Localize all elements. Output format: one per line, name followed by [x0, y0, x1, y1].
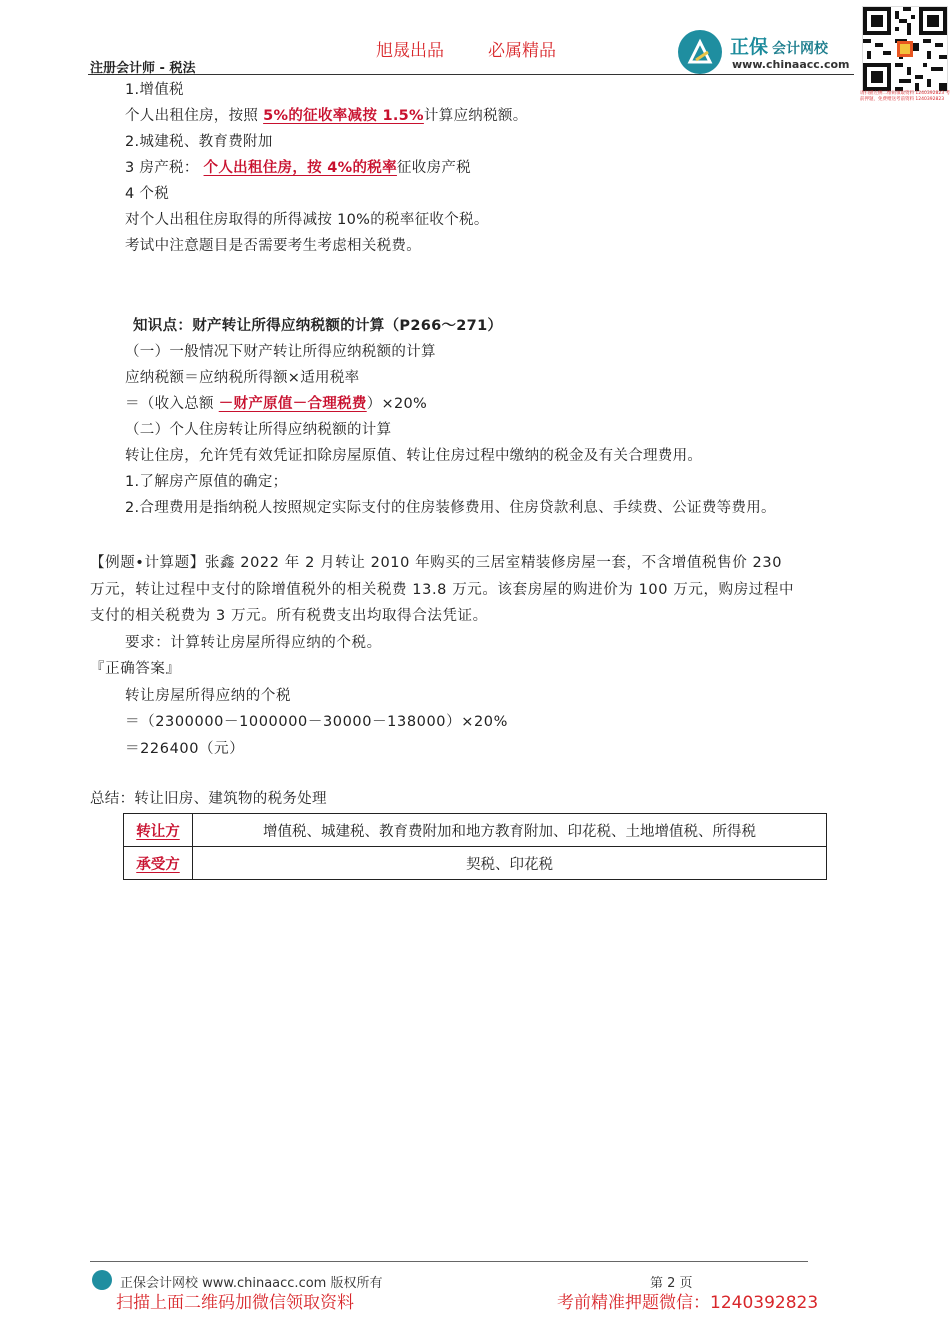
line-urban-tax: 2.城建税、教育费附加 [125, 134, 273, 150]
reasonable-cost-note: 2.合理费用是指纳税人按照规定实际支付的住房装修费用、住房贷款利息、手续费、公证费等费用。 [125, 500, 776, 516]
logo-name: 正保 [730, 36, 769, 58]
answer-line-2: ＝（2300000－1000000－30000－138000）×20% [125, 714, 509, 730]
example-question [90, 550, 794, 762]
knowledge-point-title: 知识点：财产转让所得应纳税额的计算（P266～271） [133, 318, 503, 334]
role-transferee: 承受方 [124, 847, 193, 880]
vat-rate-pre: 个人出租住房，按照 [125, 108, 264, 124]
formula-line: 应纳税额＝应纳税所得额×适用税率 [125, 370, 360, 386]
summary-table [123, 813, 827, 880]
vat-rate-post: 计算应纳税额。 [423, 108, 528, 124]
section-rental-taxes [125, 77, 528, 259]
line-exam-note: 考试中注意题目是否需要考生考虑相关税费。 [125, 238, 421, 254]
section-property-transfer [125, 339, 776, 521]
line-vat-rate [125, 103, 528, 129]
line-property-tax [125, 155, 528, 181]
property-tax-post: 征收房产税 [396, 160, 471, 176]
role-transferor: 转让方 [124, 814, 193, 847]
header-slogan [376, 36, 556, 61]
housing-calc-heading: （二）个人住房转让所得应纳税额的计算 [125, 422, 392, 438]
logo-sub: 会计网校 [772, 41, 829, 57]
housing-rule: 转让住房，允许凭有效凭证扣除房屋原值、转让住房过程中缴纳的税金及有关合理费用。 [125, 448, 703, 464]
logo-url: www.chinaacc.com [732, 58, 850, 71]
table-row [124, 847, 827, 880]
answer-label: 『正确答案』 [90, 661, 181, 677]
answer-line-3: ＝226400（元） [125, 740, 245, 757]
original-value-note: 1.了解房产原值的确定； [125, 474, 288, 490]
line-iit: 4 个税 [125, 186, 170, 202]
footer-logo-icon [92, 1270, 112, 1290]
chinaacc-logo [678, 30, 858, 74]
promo-wechat: 考前精准押题微信：1240392823 [557, 1293, 819, 1313]
example-line-3: 支付的相关税费为 3 万元。所有税费支出均取得合法凭证。 [90, 608, 488, 624]
table-row [124, 814, 827, 847]
logo-badge-icon [678, 30, 722, 74]
answer-line-1: 转让房屋所得应纳的个税 [125, 687, 292, 704]
formula-detail [125, 391, 776, 417]
formula-pre: ＝（收入总额 [125, 396, 219, 412]
transferee-taxes: 契税、印花税 [193, 847, 827, 880]
qr-caption: 请扫描左侧二维码领取资料 1240392823 考前押题，免费赠送考前资料 1240392823 [860, 91, 950, 102]
slogan-right: 必属精品 [488, 41, 556, 61]
transferor-taxes: 增值税、城建税、教育费附加和地方教育附加、印花税、土地增值税、所得税 [193, 814, 827, 847]
line-vat: 1.增值税 [125, 82, 184, 98]
property-tax-highlight: 个人出租住房，按 4%的税率 [203, 160, 397, 176]
slogan-left: 旭晟出品 [376, 41, 444, 61]
property-tax-pre: 3 房产税： [125, 160, 204, 176]
qr-code[interactable] [862, 6, 948, 92]
page-number: 第 2 页 [650, 1276, 693, 1291]
footer-copyright: 正保会计网校 www.chinaacc.com 版权所有 [120, 1276, 383, 1291]
promo-scan-qr: 扫描上面二维码加微信领取资料 [116, 1293, 354, 1313]
example-requirement: 要求：计算转让房屋所得应纳的个税。 [125, 634, 382, 651]
course-title: 注册会计师 - 税法 [90, 61, 196, 76]
example-line-2: 万元，转让过程中支付的除增值税外的相关税费 13.8 万元。该套房屋的购进价为 100 万元，购房过程中 [90, 581, 795, 598]
summary-title: 总结：转让旧房、建筑物的税务处理 [90, 791, 327, 807]
header-divider [88, 74, 854, 75]
formula-post: ）×20% [366, 396, 428, 412]
vat-rate-highlight: 5%的征收率减按 1.5% [263, 108, 424, 124]
example-line-1: 【例题•计算题】张鑫 2022 年 2 月转让 2010 年购买的三居室精装修房屋一套，不含增值税售价 230 [90, 555, 783, 571]
line-iit-rate: 对个人出租住房取得的所得减按 10%的税率征收个税。 [125, 212, 489, 228]
footer-divider [90, 1261, 808, 1262]
general-calc-heading: （一）一般情况下财产转让所得应纳税额的计算 [125, 344, 436, 360]
formula-highlight: －财产原值－合理税费 [218, 396, 367, 412]
